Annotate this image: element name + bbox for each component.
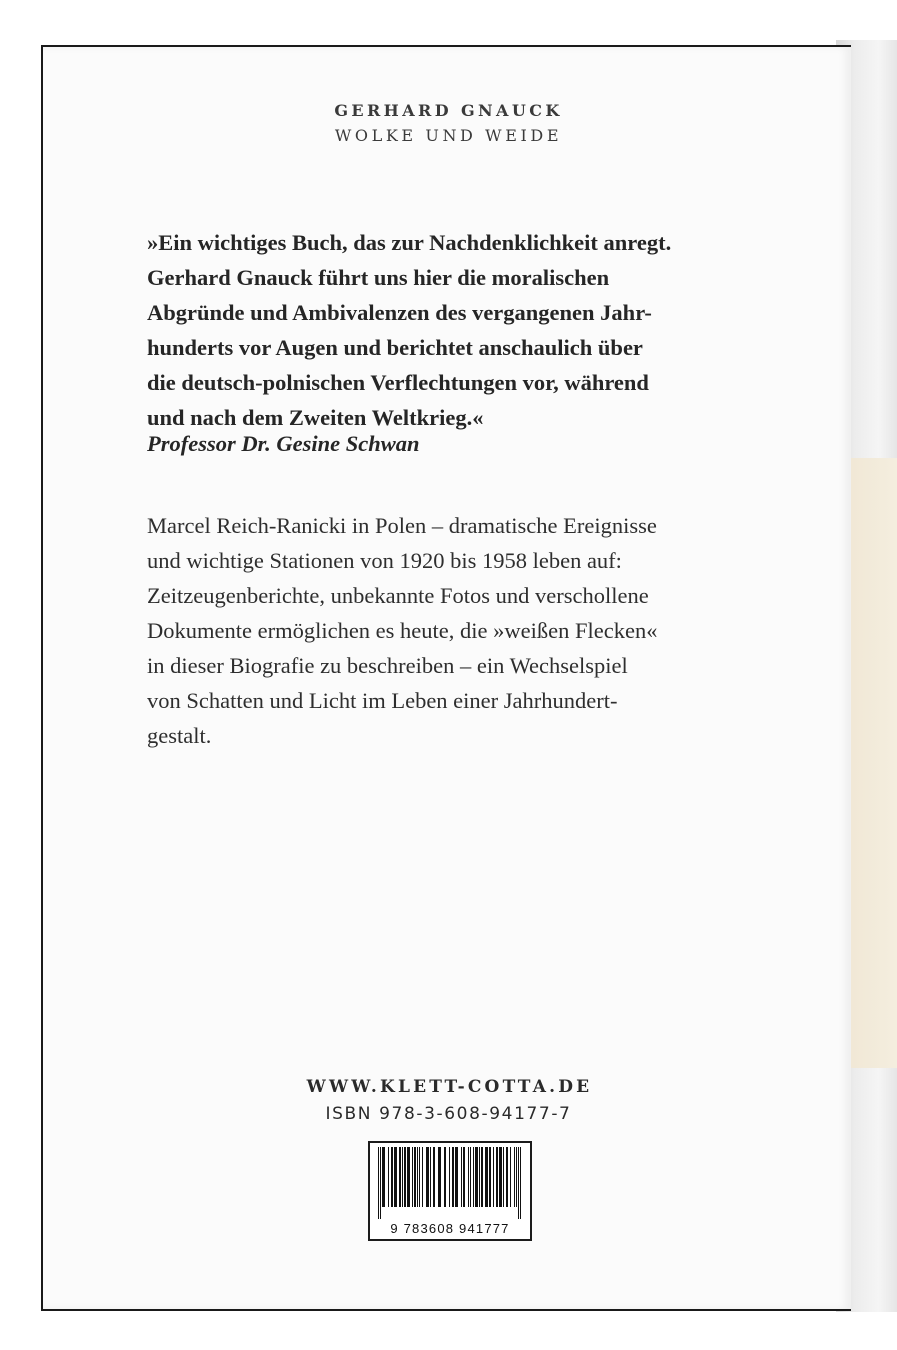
barcode-bar: [499, 1147, 502, 1207]
barcode-guard-bar: [518, 1147, 519, 1219]
barcode-bar: [461, 1147, 462, 1207]
barcode-bar: [426, 1147, 429, 1207]
barcode-bar: [417, 1147, 418, 1207]
isbn-number: ISBN 978-3-608-94177-7: [325, 1104, 572, 1124]
barcode-bar: [473, 1147, 474, 1207]
barcode-bar: [412, 1147, 413, 1207]
barcode-bar: [407, 1147, 410, 1207]
barcode-guard-bar: [380, 1147, 381, 1219]
quote-line: »Ein wichtiges Buch, das zur Nachdenklichkeit anregt.: [147, 230, 672, 255]
barcode-bar: [399, 1147, 401, 1207]
quote-line: die deutsch-polnischen Verflechtungen vor, während: [147, 370, 649, 395]
barcode-bar: [489, 1147, 491, 1207]
barcode-bar: [481, 1147, 483, 1207]
barcode-bar: [388, 1147, 389, 1207]
barcode-bar: [510, 1147, 511, 1207]
publisher-website: WWW.KLETT-COTTA.DE: [306, 1077, 593, 1097]
barcode-guard-bar: [378, 1147, 379, 1219]
quote-line: Gerhard Gnauck führt uns hier die moralischen: [147, 265, 610, 290]
blurb-line: gestalt.: [147, 723, 212, 748]
barcode-bar: [475, 1147, 478, 1207]
barcode-bar: [479, 1147, 480, 1207]
barcode-bar: [470, 1147, 471, 1207]
author-name: GERHARD GNAUCK: [334, 101, 563, 120]
scan-bottom-margin: [0, 1312, 897, 1350]
blurb-line: in dieser Biografie zu beschreiben – ein Wechselspiel: [147, 653, 628, 678]
quote-line: und nach dem Zweiten Weltkrieg.«: [147, 405, 484, 430]
barcode-bar: [433, 1147, 435, 1207]
barcode-bar: [438, 1147, 441, 1207]
barcode-bar: [485, 1147, 488, 1207]
barcode-bar: [463, 1147, 465, 1207]
quote-line: hunderts vor Augen und berichtet anschaulich über: [147, 335, 643, 360]
barcode-bar: [452, 1147, 454, 1207]
review-quote: [147, 225, 807, 435]
blurb-line: und wichtige Stationen von 1920 bis 1958 leben auf:: [147, 548, 622, 573]
barcode-bar: [419, 1147, 420, 1207]
barcode-bar: [414, 1147, 416, 1207]
barcode-bar: [391, 1147, 393, 1207]
book-blurb: [147, 508, 807, 753]
barcode-bar: [394, 1147, 397, 1207]
barcode-bar: [506, 1147, 508, 1207]
barcode-bar: [503, 1147, 504, 1207]
barcode-bar: [455, 1147, 458, 1207]
barcode-bar: [402, 1147, 403, 1207]
blurb-line: von Schatten und Licht im Leben einer Jahrhundert-: [147, 688, 618, 713]
barcode-digits: 9 783608 941777: [390, 1221, 510, 1236]
barcode-bar: [516, 1147, 517, 1207]
quote-line: Abgründe und Ambivalenzen des vergangenen Jahr-: [147, 300, 652, 325]
barcode-bar: [404, 1147, 406, 1207]
barcode-guard-bar: [520, 1147, 521, 1219]
isbn-barcode: [368, 1141, 532, 1241]
barcode-bar: [449, 1147, 450, 1207]
barcode-bar: [430, 1147, 431, 1207]
quote-attribution: Professor Dr. Gesine Schwan: [147, 431, 420, 456]
barcode-bar: [496, 1147, 498, 1207]
book-title: WOLKE UND WEIDE: [334, 126, 563, 145]
blurb-line: Dokumente ermöglichen es heute, die »weißen Flecken«: [147, 618, 658, 643]
barcode-bar: [382, 1147, 385, 1207]
barcode-bar: [514, 1147, 515, 1207]
barcode-bar: [444, 1147, 446, 1207]
barcode-bar: [493, 1147, 494, 1207]
blurb-line: Zeitzeugenberichte, unbekannte Fotos und verschollene: [147, 583, 649, 608]
barcode-bar: [422, 1147, 423, 1207]
blurb-line: Marcel Reich-Ranicki in Polen – dramatische Ereignisse: [147, 513, 657, 538]
barcode-bar: [468, 1147, 469, 1207]
barcode-bars: [374, 1147, 526, 1221]
